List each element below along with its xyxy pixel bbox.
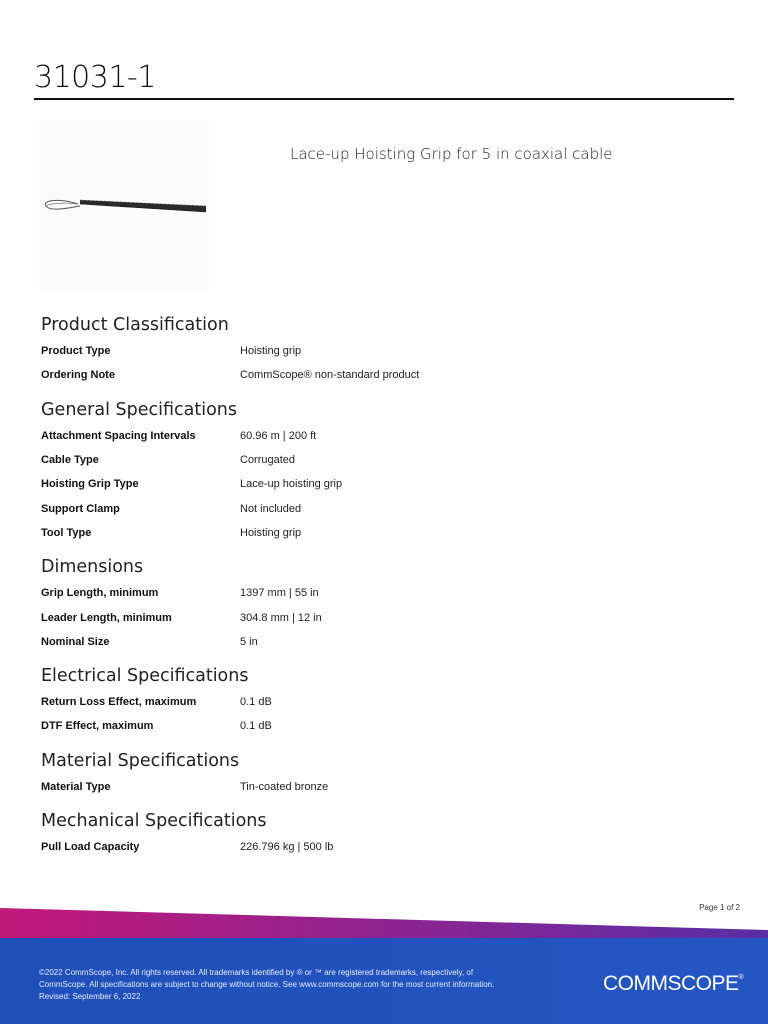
section-title: Mechanical Specifications bbox=[41, 810, 267, 831]
spec-label: Leader Length, minimum bbox=[41, 611, 172, 624]
spec-value: Hoisting grip bbox=[240, 526, 302, 539]
spec-label: Tool Type bbox=[41, 526, 92, 539]
section-title: Dimensions bbox=[41, 557, 144, 578]
spec-row bbox=[41, 339, 731, 363]
specifications bbox=[41, 312, 731, 868]
product-description: Lace-up Hoisting Grip for 5 in coaxial cable bbox=[290, 145, 613, 163]
spec-row bbox=[41, 521, 731, 545]
spec-label: Return Loss Effect, maximum bbox=[41, 696, 197, 709]
footer bbox=[0, 908, 768, 1024]
spec-label: Product Type bbox=[41, 345, 111, 358]
section-dimensions bbox=[41, 554, 731, 654]
spec-row bbox=[41, 581, 731, 605]
spec-value: 5 in bbox=[240, 635, 258, 648]
section-title: Material Specifications bbox=[41, 750, 240, 771]
spec-label: Material Type bbox=[41, 780, 111, 793]
registered-mark: ® bbox=[738, 974, 744, 981]
spec-label: DTF Effect, maximum bbox=[41, 720, 154, 733]
spec-value: 60.96 m | 200 ft bbox=[240, 429, 317, 442]
product-part-number: 31031-1 bbox=[34, 60, 156, 95]
spec-label: Hoisting Grip Type bbox=[41, 478, 139, 491]
spec-label: Nominal Size bbox=[41, 635, 110, 648]
spec-value: 1397 mm | 55 in bbox=[240, 587, 319, 600]
spec-row bbox=[41, 775, 731, 799]
spec-row bbox=[41, 605, 731, 629]
page-number: Page 1 of 2 bbox=[699, 903, 740, 912]
spec-label: Attachment Spacing Intervals bbox=[41, 429, 196, 442]
spec-row bbox=[41, 690, 731, 714]
spec-row bbox=[41, 363, 731, 387]
spec-row bbox=[41, 835, 731, 859]
section-mechanical-specifications bbox=[41, 808, 731, 859]
section-product-classification bbox=[41, 312, 731, 388]
commscope-logo bbox=[603, 972, 743, 996]
spec-value: Not included bbox=[240, 502, 302, 515]
footer-gradient-band bbox=[0, 908, 768, 1024]
spec-row bbox=[41, 472, 731, 496]
spec-label: Grip Length, minimum bbox=[41, 587, 159, 600]
product-image bbox=[38, 120, 210, 292]
spec-row bbox=[41, 424, 731, 448]
section-title: Electrical Specifications bbox=[41, 665, 249, 686]
spec-value: 0.1 dB bbox=[240, 696, 272, 709]
section-electrical-specifications bbox=[41, 663, 731, 739]
spec-value: 226.796 kg | 500 lb bbox=[240, 841, 334, 853]
spec-value: 0.1 dB bbox=[240, 720, 272, 733]
spec-value: Hoisting grip bbox=[240, 345, 302, 358]
spec-value: Lace-up hoisting grip bbox=[240, 478, 343, 491]
section-general-specifications bbox=[41, 397, 731, 545]
legal-notice: ©2022 CommScope, Inc. All rights reserved. All trademarks identified by ® or ™ are registered trademarks, respectively, of CommScope. All specifications are subject to change without notice. See www.commscope.com for the most current information. Revised: September 6, 2022 bbox=[39, 968, 495, 1001]
section-title: General Specifications bbox=[41, 399, 238, 420]
spec-label: Cable Type bbox=[41, 454, 99, 467]
spec-label: Pull Load Capacity bbox=[41, 841, 140, 853]
spec-row bbox=[41, 496, 731, 520]
spec-label: Support Clamp bbox=[41, 502, 120, 515]
spec-row bbox=[41, 630, 731, 654]
logo-text: COMMSCOPE bbox=[603, 972, 739, 995]
title-divider bbox=[34, 98, 734, 100]
section-title: Product Classification bbox=[41, 315, 229, 335]
spec-row bbox=[41, 714, 731, 738]
section-material-specifications bbox=[41, 748, 731, 799]
hoisting-grip-illustration bbox=[38, 120, 210, 292]
spec-value: Corrugated bbox=[240, 454, 296, 467]
spec-label: Ordering Note bbox=[41, 369, 115, 382]
spec-value: 304.8 mm | 12 in bbox=[240, 611, 322, 624]
spec-value: Tin-coated bronze bbox=[240, 780, 329, 793]
spec-row bbox=[41, 448, 731, 472]
spec-value: CommScope® non-standard product bbox=[240, 369, 420, 382]
